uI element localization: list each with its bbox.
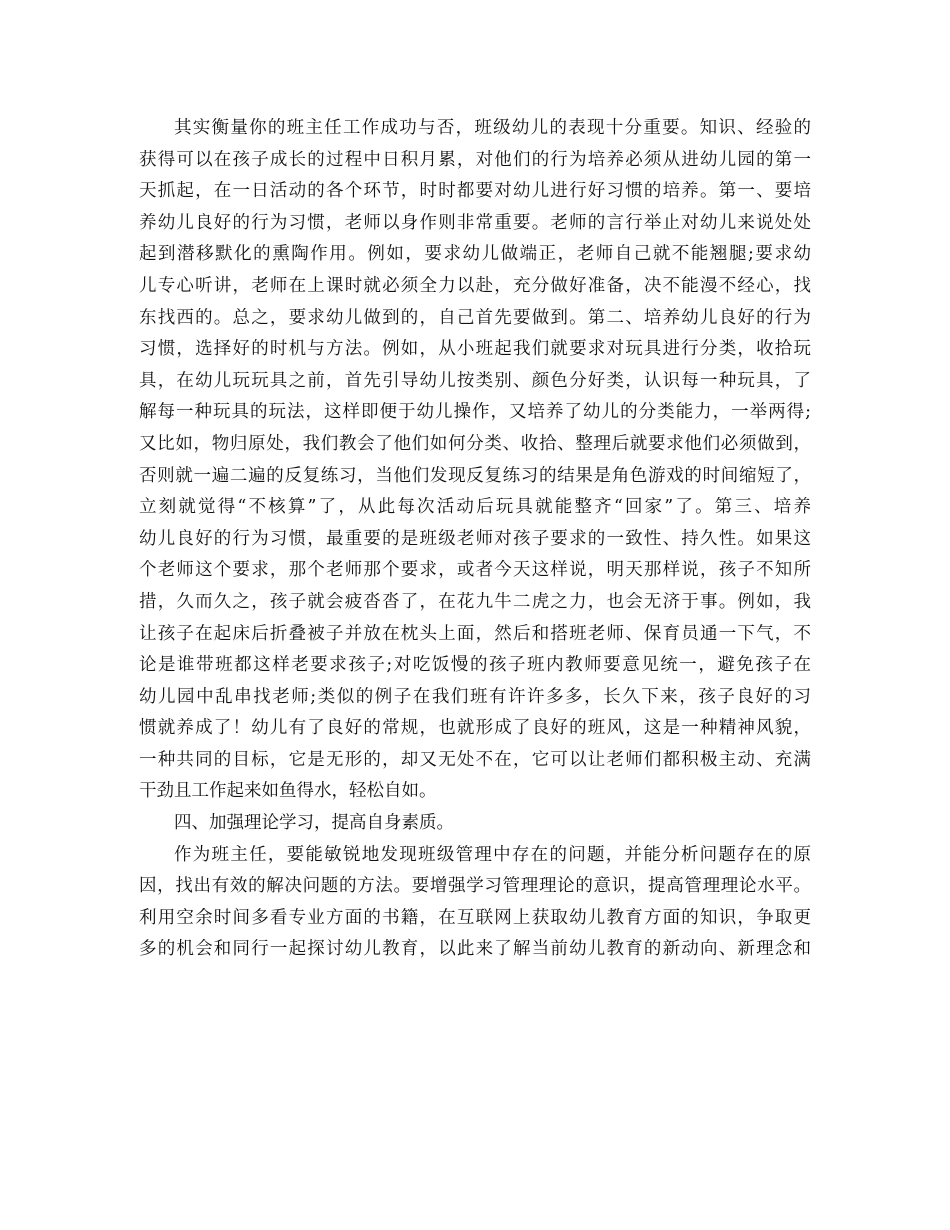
text-line: 具，在幼儿玩玩具之前，首先引导幼儿按类别、颜色分好类，认识每一种玩具，了	[139, 370, 811, 391]
text-line: 天抓起，在一日活动的各个环节，时时都要对幼儿进行好习惯的培养。第一、要培	[139, 181, 811, 202]
text-line: 幼儿良好的行为习惯，最重要的是班级老师对孩子要求的一致性、持久性。如果这	[139, 528, 811, 549]
text-line: 因，找出有效的解决问题的方法。要增强学习管理理论的意识，提高管理理论水平。	[139, 876, 811, 897]
text-line: 又比如，物归原处，我们教会了他们如何分类、收拾、整理后就要求他们必须做到，	[139, 433, 811, 454]
text-line: 四、加强理论学习，提高自身素质。	[174, 813, 454, 834]
text-line: 个老师这个要求，那个老师那个要求，或者今天这样说，明天那样说，孩子不知所	[139, 560, 811, 581]
text-line: 立刻就觉得“不核算”了，从此每次活动后玩具就能整齐“回家”了。第三、培养	[139, 497, 811, 518]
text-line: 让孩子在起床后折叠被子并放在枕头上面，然后和搭班老师、保育员通一下气，不	[139, 623, 811, 644]
document-body	[139, 113, 811, 966]
text-line: 幼儿园中乱串找老师;类似的例子在我们班有许许多多，长久下来，孩子良好的习	[139, 686, 811, 707]
text-line: 一种共同的目标，它是无形的，却又无处不在，它可以让老师们都积极主动、充满	[139, 749, 811, 770]
text-line: 论是谁带班都这样老要求孩子;对吃饭慢的孩子班内教师要意见统一，避免孩子在	[139, 655, 811, 676]
text-line: 儿专心听讲，老师在上课时就必须全力以赴，充分做好准备，决不能漫不经心，找	[139, 275, 811, 296]
text-line: 习惯，选择好的时机与方法。例如，从小班起我们就要求对玩具进行分类，收拾玩	[139, 339, 811, 360]
text-line: 其实衡量你的班主任工作成功与否，班级幼儿的表现十分重要。知识、经验的	[174, 118, 811, 138]
text-line: 作为班主任，要能敏锐地发现班级管理中存在的问题，并能分析问题存在的原	[174, 844, 811, 865]
text-line: 解每一种玩具的玩法，这样即便于幼儿操作，又培养了幼儿的分类能力，一举两得;	[139, 402, 811, 423]
text-line: 措，久而久之，孩子就会疲沓沓了，在花九牛二虎之力，也会无济于事。例如，我	[139, 591, 811, 612]
text-line: 起到潜移默化的熏陶作用。例如，要求幼儿做端正，老师自己就不能翘腿;要求幼	[139, 244, 811, 265]
text-line: 利用空余时间多看专业方面的书籍，在互联网上获取幼儿教育方面的知识，争取更	[139, 907, 811, 928]
text-line: 多的机会和同行一起探讨幼儿教育，以此来了解当前幼儿教育的新动向、新理念和	[139, 939, 811, 960]
text-line: 否则就一遍二遍的反复练习，当他们发现反复练习的结果是角色游戏的时间缩短了，	[139, 465, 811, 486]
text-line: 干劲且工作起来如鱼得水，轻松自如。	[139, 781, 437, 802]
text-line: 获得可以在孩子成长的过程中日积月累，对他们的行为培养必须从进幼儿园的第一	[139, 149, 811, 170]
text-line: 东找西的。总之，要求幼儿做到的，自己首先要做到。第二、培养幼儿良好的行为	[139, 307, 811, 328]
text-line: 养幼儿良好的行为习惯，老师以身作则非常重要。老师的言行举止对幼儿来说处处	[139, 212, 811, 233]
text-line: 惯就养成了！幼儿有了良好的常规，也就形成了良好的班风，这是一种精神风貌，	[139, 718, 811, 739]
